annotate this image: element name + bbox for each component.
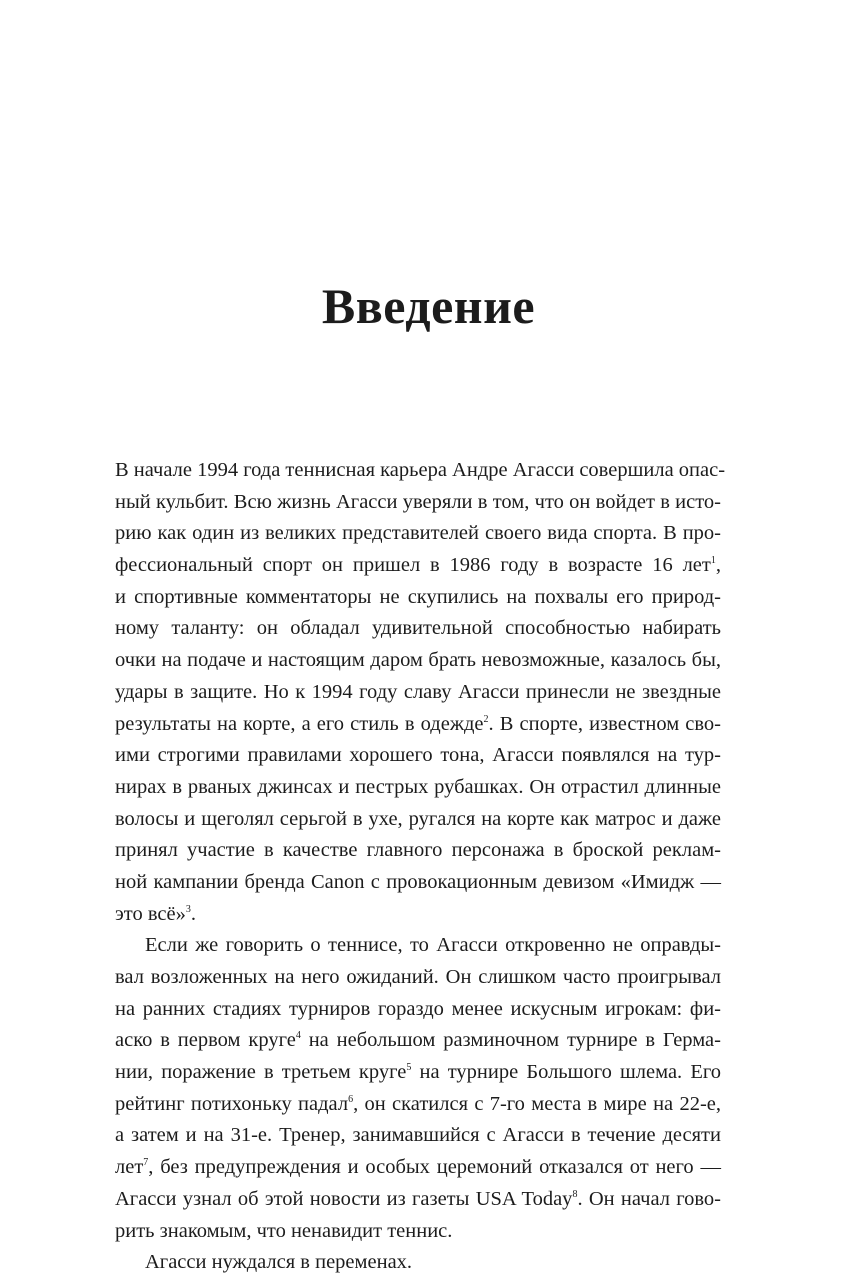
text-line: волосы и щеголял серьгой в ухе, ругался на корте как матрос и даже: [115, 807, 721, 830]
text-line: результаты на корте, а его стиль в одежде$^2$. В спорте, известном сво-: [115, 712, 721, 735]
footnote-ref: 5: [406, 1062, 412, 1074]
text-line: принял участие в качестве главного персонажа в броской реклам-: [115, 839, 721, 862]
text-line: Агасси нуждался в переменах.: [145, 1251, 413, 1274]
text-line: Если же говорить о теннисе, то Агасси откровенно не оправды-: [145, 934, 721, 957]
text-line: В начале 1994 года теннисная карьера Андре Агасси совершила опас-: [115, 459, 726, 481]
text-line: фессиональный спорт он пришел в 1986 году в возрасте 16 лет$^1$,: [115, 554, 721, 577]
text-line: рить знакомым, что ненавидит теннис.: [115, 1219, 453, 1242]
footnote-ref: 7: [143, 1157, 149, 1169]
text-line: лет$^7$, без предупреждения и особых церемоний отказался от него —: [115, 1156, 721, 1179]
footnote-ref: 3: [185, 903, 191, 915]
text-line: ному таланту: он обладал удивительной способностью набирать: [115, 617, 721, 640]
footnote-ref: 8: [572, 1188, 578, 1200]
text-line: ный кульбит. Всю жизнь Агасси уверяли в том, что он войдет в исто-: [115, 490, 721, 513]
text-line: нии, поражение в третьем круге$^5$ на турнире Большого шлема. Его: [115, 1061, 721, 1084]
text-line: нирах в рваных джинсах и пестрых рубашках. Он отрастил длинные: [115, 775, 721, 798]
text-line: рию как один из великих представителей своего вида спорта. В про-: [115, 522, 721, 545]
text-line: удары в защите. Но к 1994 году славу Агасси принесли не звездные: [115, 680, 721, 703]
footnote-ref: 2: [483, 713, 489, 725]
text-line: вал возложенных на него ожиданий. Он слишком часто проигрывал: [115, 966, 721, 988]
text-line: очки на подаче и настоящим даром брать невозможные, казалось бы,: [115, 649, 721, 672]
text-line: а затем и на 31-е. Тренер, занимавшийся с Агасси в течение десяти: [115, 1124, 721, 1147]
text-line: ими строгими правилами хорошего тона, Агасси появлялся на тур-: [115, 744, 721, 767]
text-line: и спортивные комментаторы не скупились на похвалы его природ-: [115, 585, 721, 608]
text-line: это всё»$^3$.: [115, 902, 196, 925]
text-line: аско в первом круге$^4$ на небольшом разминочном турнире в Герма-: [115, 1029, 721, 1052]
text-line: Агасси узнал об этой новости из газеты USA Today$^8$. Он начал гово-: [115, 1187, 722, 1210]
footnote-ref: 4: [295, 1030, 301, 1042]
body-text: [115, 455, 726, 1279]
text-line: рейтинг потихоньку падал$^6$, он скатился с 7-го места в мире на 22-е,: [115, 1092, 721, 1115]
text-line: на ранних стадиях турниров гораздо менее искусным игрокам: фи-: [115, 997, 721, 1020]
page-title: Введение: [321, 277, 536, 334]
footnote-ref: 1: [710, 555, 716, 567]
text-line: ной кампании бренда Canon с провокационным девизом «Имидж —: [115, 870, 721, 893]
footnote-ref: 6: [348, 1093, 354, 1105]
